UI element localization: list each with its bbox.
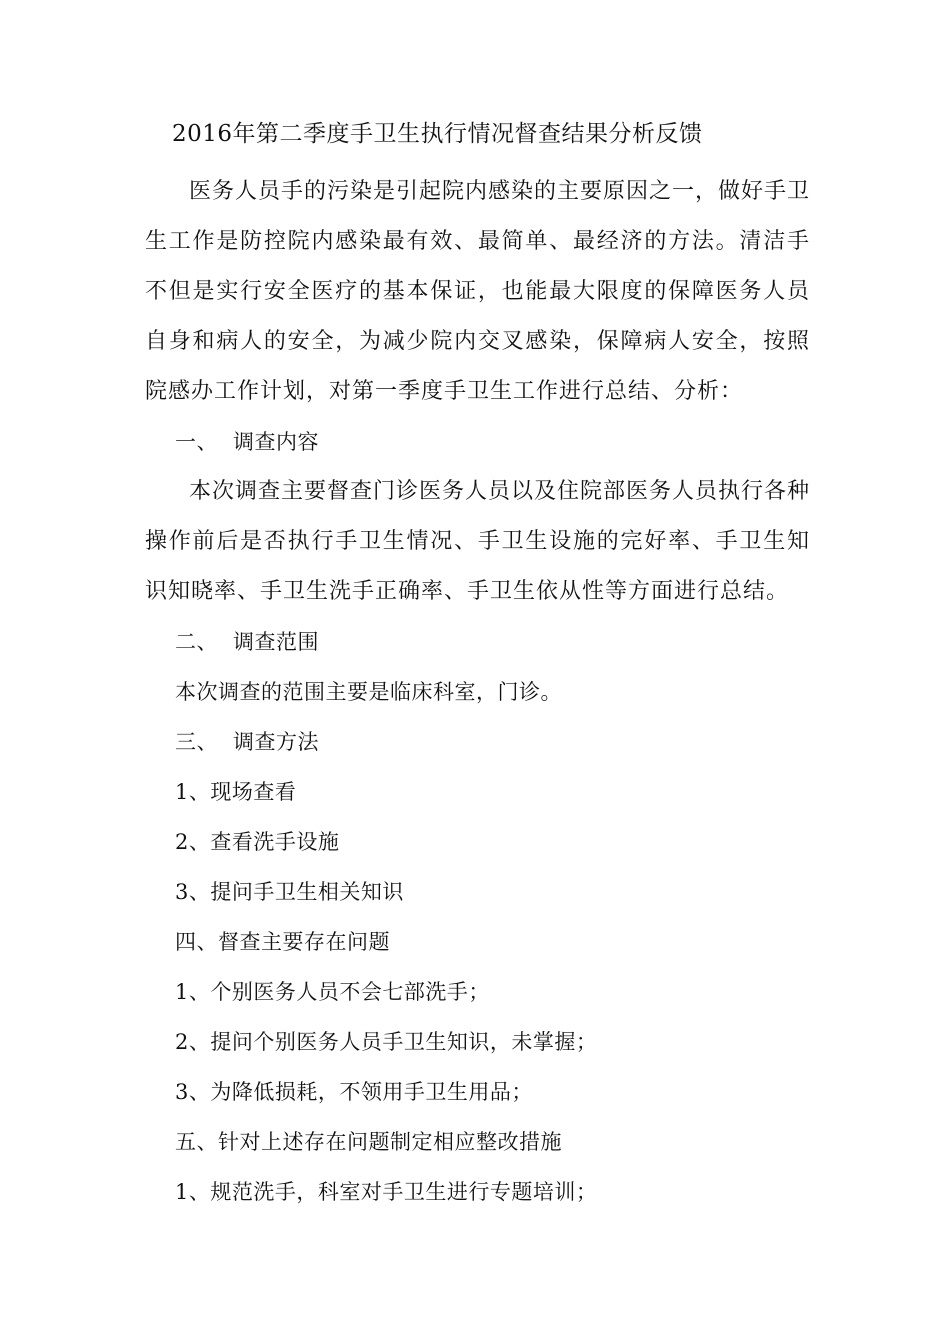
section-number: 二、 <box>175 630 218 654</box>
section-number: 一、 <box>175 430 218 454</box>
list-item: 1、现场查看 <box>175 780 297 804</box>
list-item: 3、为降低损耗，不领用手卫生用品； <box>175 1080 533 1104</box>
section-body-scope: 本次调查的范围主要是临床科室，门诊。 <box>175 680 562 704</box>
list-item: 2、查看洗手设施 <box>175 830 340 854</box>
list-item: 1、规范洗手，科室对手卫生进行专题培训； <box>175 1180 598 1204</box>
section-heading-text: 调查范围 <box>233 630 319 654</box>
section-number: 三、 <box>175 730 218 754</box>
section-body-content: 本次调查主要督查门诊医务人员以及住院部医务人员执行各种操作前后是否执行手卫生情况、手卫生设施的完好率、手卫生知识知晓率、手卫生洗手正确率、手卫生依从性等方面进行总结。 <box>145 479 811 604</box>
document-body <box>145 167 810 1217</box>
document-title: 2016年第二季度手卫生执行情况督查结果分析反馈 <box>172 121 703 147</box>
list-item: 1、个别医务人员不会七部洗手； <box>175 980 490 1004</box>
list-item: 3、提问手卫生相关知识 <box>175 880 404 904</box>
section-heading-text: 调查内容 <box>233 430 319 454</box>
section-heading-content <box>145 417 810 467</box>
section-heading-text: 调查方法 <box>233 730 319 754</box>
section-heading-method <box>145 717 810 767</box>
intro-paragraph: 医务人员手的污染是引起院内感染的主要原因之一，做好手卫生工作是防控院内感染最有效、最简单、最经济的方法。清洁手不但是实行安全医疗的基本保证，也能最大限度的保障医务人员自身和病人的安全，为减少院内交叉感染，保障病人安全，按照院感办工作计划，对第一季度手卫生工作进行总结、分析： <box>145 179 811 404</box>
section-heading-scope <box>145 617 810 667</box>
section-heading-problems: 四、督查主要存在问题 <box>175 930 390 954</box>
section-heading-measures: 五、针对上述存在问题制定相应整改措施 <box>175 1130 562 1154</box>
list-item: 2、提问个别医务人员手卫生知识，未掌握； <box>175 1030 598 1054</box>
